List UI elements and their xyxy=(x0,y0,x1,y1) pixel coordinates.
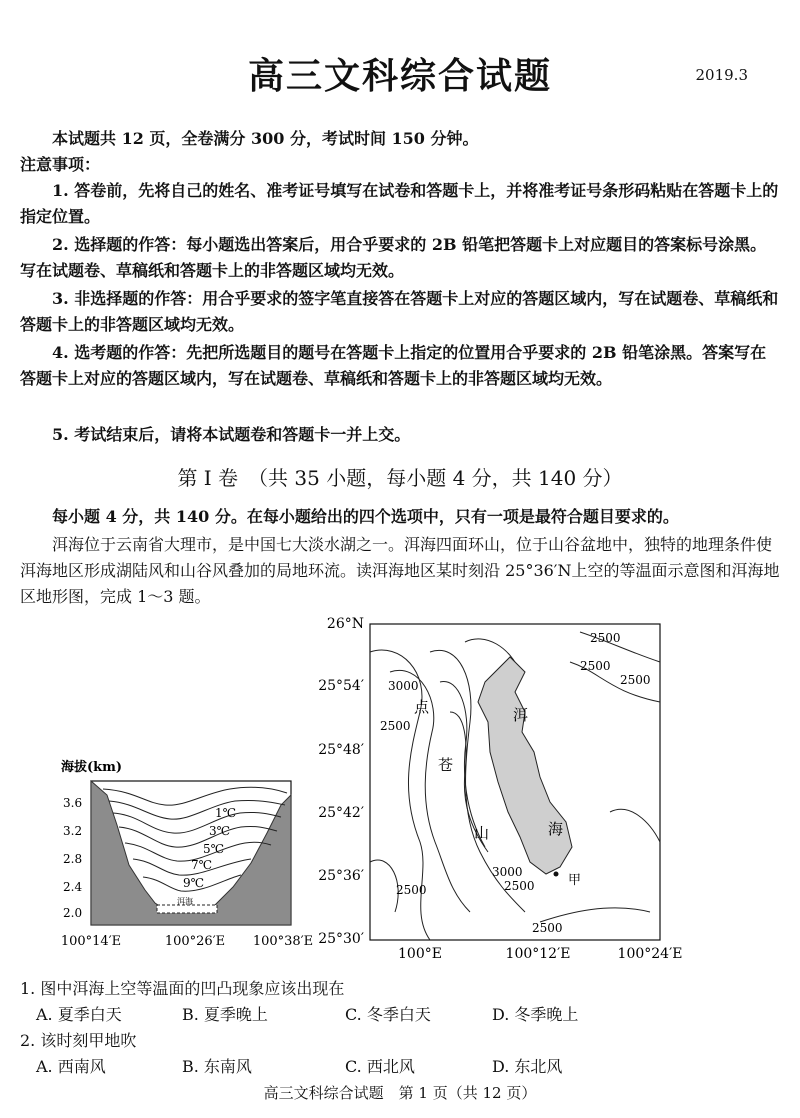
question-stem: 2. 该时刻甲地吹 xyxy=(20,1031,137,1050)
contour-label: 2500 xyxy=(620,673,651,687)
passage-text: 洱海位于云南省大理市，是中国七大淡水湖之一。洱海四面环山，位于山谷盆地中，独特的地理条件使洱海地区形成湖陆风和山谷风叠加的局地环流。读洱海地区某时刻沿 25°36′N上空的等温面示意图和洱海地区地形图，完成 1～3 题。 xyxy=(20,535,780,606)
lon-label: 100°12′E xyxy=(505,946,571,962)
notice-item: 1. 答卷前，先将自己的姓名、准考证号填写在试卷和答题卡上，并将准考证号条形码粘贴在答题卡上的指定位置。 xyxy=(20,181,779,226)
question-stem: 1. 图中洱海上空等温面的凹凸现象应该出现在 xyxy=(20,979,345,998)
notice-item: 4. 选考题的作答：先把所选题目的题号在答题卡上指定的位置用合乎要求的 2B 铅笔涂黑。答案写在答题卡上对应的答题区域内，写在试题卷、草稿纸和答题卡上的非答题区域均无效。 xyxy=(20,343,767,388)
instruction-text: 每小题 4 分，共 140 分。在每小题给出的四个选项中，只有一项是最符合题目要求的。 xyxy=(52,507,679,526)
isotherm-cross-section xyxy=(55,755,325,955)
isotherm-label: 1℃ xyxy=(215,806,237,820)
y-tick: 3.2 xyxy=(63,824,83,838)
isotherm-label: 5℃ xyxy=(203,842,225,856)
question-option: B. 东南风 xyxy=(182,1057,252,1076)
isotherm-label: 9℃ xyxy=(183,876,205,890)
lat-label: 25°42′ xyxy=(318,805,364,821)
contour-label: 2500 xyxy=(504,879,535,893)
question-option: D. 冬季晚上 xyxy=(492,1005,579,1024)
isotherm-label: 7℃ xyxy=(191,858,213,872)
lat-label: 25°48′ xyxy=(318,742,364,758)
y-tick: 2.0 xyxy=(63,906,83,920)
question-option: A. 西南风 xyxy=(36,1057,106,1076)
isotherm-label: 3℃ xyxy=(209,824,231,838)
place-char: 海 xyxy=(548,820,564,838)
place-char: 洱 xyxy=(513,706,529,724)
question-option: B. 夏季晚上 xyxy=(182,1005,268,1024)
place-char: 点 xyxy=(414,698,430,716)
lon-label: 100°24′E xyxy=(617,946,683,962)
question-option: A. 夏季白天 xyxy=(36,1005,122,1024)
lat-label: 25°36′ xyxy=(318,868,364,884)
exam-date: 2019.3 xyxy=(695,66,748,84)
contour-label: 3000 xyxy=(492,865,523,879)
lat-label: 25°54′ xyxy=(318,678,364,694)
notice-item: 2. 选择题的作答：每小题选出答案后，用合乎要求的 2B 铅笔把答题卡上对应题目的答案标号涂黑。写在试题卷、草稿纸和答题卡上的非答题区域均无效。 xyxy=(20,235,767,280)
contour-label: 3000 xyxy=(388,679,419,693)
intro-text: 本试题共 12 页，全卷满分 300 分，考试时间 150 分钟。 xyxy=(52,129,479,148)
contour-label: 2500 xyxy=(590,631,621,645)
contour-label: 2500 xyxy=(380,719,411,733)
y-tick: 2.8 xyxy=(63,852,83,866)
notice-item: 5. 考试结束后，请将本试题卷和答题卡一并上交。 xyxy=(52,425,411,444)
page-title: 高三文科综合试题 xyxy=(247,55,552,97)
contour-label: 2500 xyxy=(580,659,611,673)
lake-label: 洱海 xyxy=(177,897,193,906)
page-footer: 高三文科综合试题 第 1 页（共 12 页） xyxy=(263,1084,537,1102)
section-title: 第 Ⅰ 卷 （共 35 小题，每小题 4 分，共 140 分） xyxy=(177,466,623,490)
contour-label: 2500 xyxy=(532,921,563,935)
place-char: 山 xyxy=(474,824,490,842)
contour-label: 2500 xyxy=(396,883,427,897)
erhai-topographic-map xyxy=(310,612,695,967)
x-tick: 100°38′E xyxy=(252,934,314,949)
x-tick: 100°14′E xyxy=(60,934,122,949)
lat-label: 26°N xyxy=(326,616,364,632)
place-char: 苍 xyxy=(438,756,454,774)
point-label: 甲 xyxy=(568,873,582,888)
question-option: D. 东北风 xyxy=(492,1057,563,1076)
question-option: C. 西北风 xyxy=(345,1057,415,1076)
lon-label: 100°E xyxy=(398,946,442,962)
y-tick: 3.6 xyxy=(63,796,83,810)
x-tick: 100°26′E xyxy=(164,934,226,949)
y-axis-label: 海拔(km) xyxy=(61,760,123,775)
notice-heading: 注意事项： xyxy=(20,155,101,174)
notice-item: 3. 非选择题的作答：用合乎要求的签字笔直接答在答题卡上对应的答题区域内，写在试题卷、草稿纸和答题卡上的非答题区域均无效。 xyxy=(20,289,779,334)
question-option: C. 冬季白天 xyxy=(345,1005,431,1024)
lat-label: 25°30′ xyxy=(318,931,364,947)
y-tick: 2.4 xyxy=(63,880,83,894)
